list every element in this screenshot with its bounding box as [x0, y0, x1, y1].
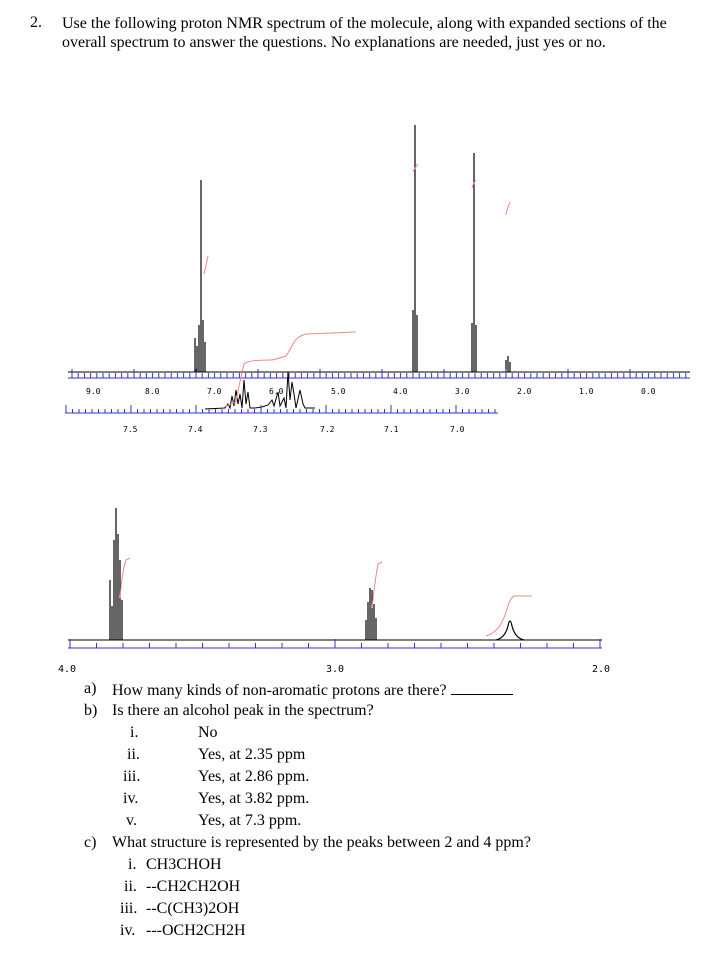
axis-label: 7.3 — [253, 425, 268, 434]
option-number: iii. — [120, 900, 138, 917]
spectrum-aromatic-axis-labels — [123, 425, 465, 434]
option-text: Yes, at 2.35 ppm — [198, 746, 306, 763]
question-number: 2. — [30, 14, 42, 31]
part-a-text: How many kinds of non-aromatic protons are there? — [112, 682, 447, 699]
option-number: v. — [126, 812, 137, 829]
option-text: --CH2CH2OH — [146, 878, 241, 895]
axis-label: 4.0 — [393, 387, 408, 396]
axis-label: 8.0 — [145, 387, 160, 396]
option-number: i. — [130, 724, 139, 741]
option-text: Yes, at 3.82 ppm. — [198, 790, 310, 807]
axis-label: 7.2 — [320, 425, 335, 434]
axis-label: 3.0 — [326, 664, 345, 675]
spectrum-aliphatic-peaks — [110, 508, 524, 640]
part-b-label: b) — [84, 702, 98, 719]
spectrum-aliphatic-integrals — [120, 558, 532, 636]
option-text: No — [198, 724, 218, 741]
axis-label: 9.0 — [86, 387, 101, 396]
option-number: i. — [128, 856, 137, 873]
spectrum-aromatic-integral — [222, 332, 356, 408]
question-text: Use the following proton NMR spectrum of the molecule, along with expanded sections of the overall spectrum to answer the questions. No explanations are needed, just yes or no. — [62, 15, 667, 51]
axis-label: 3.0 — [455, 387, 470, 396]
axis-label: 7.5 — [123, 425, 138, 434]
axis-label: 4.0 — [58, 664, 77, 675]
part-a-label: a) — [84, 680, 97, 697]
option-number: ii. — [127, 746, 140, 763]
option-text: CH3CHOH — [146, 856, 222, 873]
option-text: Yes, at 2.86 ppm. — [198, 768, 310, 785]
answer-blank[interactable] — [451, 680, 513, 695]
part-a-question — [112, 680, 513, 700]
part-b-text: Is there an alcohol peak in the spectrum? — [112, 702, 374, 719]
axis-label: 6.0 — [269, 387, 284, 396]
option-number: ii. — [124, 878, 137, 895]
spectrum-full-integrals — [204, 164, 510, 274]
part-c-label: c) — [84, 834, 97, 851]
axis-label: 2.0 — [517, 387, 532, 396]
option-number: iv. — [123, 790, 139, 807]
axis-label: 7.4 — [188, 425, 203, 434]
option-text: ---OCH2CH2H — [146, 922, 246, 939]
nmr-spectrum-aliphatic — [0, 500, 716, 680]
nmr-spectrum-aromatic — [0, 320, 716, 440]
option-text: --C(CH3)2OH — [146, 900, 240, 917]
nmr-spectrum-full — [0, 120, 716, 396]
spectrum-aromatic-trace — [205, 372, 315, 409]
part-c-text: What structure is represented by the peaks between 2 and 4 ppm? — [112, 834, 531, 851]
option-number: iv. — [120, 922, 136, 939]
axis-label: 2.0 — [592, 664, 611, 675]
axis-label: 7.1 — [384, 425, 399, 434]
axis-label: 7.0 — [450, 425, 465, 434]
axis-label: 0.0 — [641, 387, 656, 396]
axis-label: 5.0 — [331, 387, 346, 396]
option-text: Yes, at 7.3 ppm. — [198, 812, 302, 829]
axis-label: 1.0 — [579, 387, 594, 396]
option-number: iii. — [123, 768, 141, 785]
spectrum-aliphatic-axis-labels — [58, 664, 610, 675]
axis-label: 7.0 — [207, 387, 222, 396]
